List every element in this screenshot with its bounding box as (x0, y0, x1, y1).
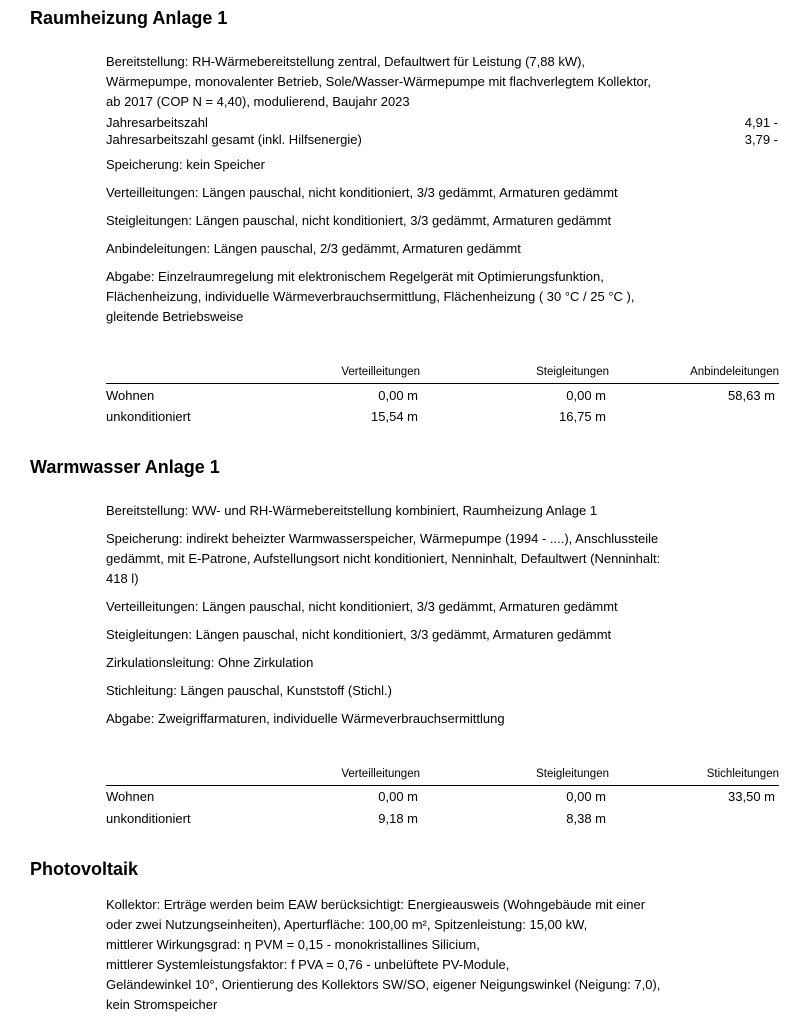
ww-speicherung-line-1: Speicherung: indirekt beheizter Warmwasserspeicher, Wärmepumpe (1994 - ....), Anschlussteile (106, 531, 659, 546)
table-cell: 0,00 m (378, 388, 418, 403)
pv-kollektor (106, 895, 660, 1015)
section-title-photovoltaik: Photovoltaik (30, 859, 139, 879)
table-row-label: unkonditioniert (106, 811, 191, 826)
ww-abgabe: Abgabe: Zweigriffarmaturen, individuelle Wärmeverbrauchsermittlung (106, 711, 505, 726)
table-header-divider (106, 785, 779, 786)
section-title-raumheizung: Raumheizung Anlage 1 (30, 8, 228, 28)
table-cell: 0,00 m (566, 789, 606, 804)
ww-bereitstellung: Bereitstellung: WW- und RH-Wärmebereitstellung kombiniert, Raumheizung Anlage 1 (106, 503, 598, 518)
ww-speicherung-line-3: 418 l) (106, 571, 139, 586)
section-title-warmwasser: Warmwasser Anlage 1 (30, 457, 220, 477)
rh-jaz-label: Jahresarbeitszahl (106, 115, 208, 130)
rh-bereitstellung (106, 52, 651, 112)
table-row-label: unkonditioniert (106, 409, 191, 424)
table-cell: 9,18 m (378, 811, 418, 826)
pv-kollektor-line-3: mittlerer Wirkungsgrad: η PVM = 0,15 - monokristallines Silicium, (106, 937, 480, 952)
pv-kollektor-line-4: mittlerer Systemleistungsfaktor: f PVA = 0,76 - unbelüftete PV-Module, (106, 957, 510, 972)
rh-bereitstellung-line-3: ab 2017 (COP N = 4,40), modulierend, Baujahr 2023 (106, 94, 410, 109)
rh-jaz-gesamt-value: 3,79 - (744, 132, 778, 147)
rh-jaz-gesamt-label: Jahresarbeitszahl gesamt (inkl. Hilfsenergie) (106, 132, 362, 147)
pv-kollektor-line-2: oder zwei Nutzungseinheiten), Aperturfläche: 100,00 m², Spitzenleistung: 15,00 kW, (106, 917, 588, 932)
table-header: Verteilleitungen (341, 366, 420, 378)
table-header: Anbindeleitungen (690, 366, 779, 378)
table-cell: 0,00 m (378, 789, 418, 804)
rh-anbindeleitungen: Anbindeleitungen: Längen pauschal, 2/3 gedämmt, Armaturen gedämmt (106, 241, 521, 256)
rh-verteilleitungen: Verteilleitungen: Längen pauschal, nicht konditioniert, 3/3 gedämmt, Armaturen gedämmt (106, 185, 618, 200)
rh-steigleitungen: Steigleitungen: Längen pauschal, nicht konditioniert, 3/3 gedämmt, Armaturen gedämmt (106, 213, 612, 228)
table-header: Steigleitungen (536, 768, 609, 780)
rh-bereitstellung-line-1: Bereitstellung: RH-Wärmebereitstellung zentral, Defaultwert für Leistung (7,88 kW), (106, 54, 586, 69)
rh-abgabe-line-2: Flächenheizung, individuelle Wärmeverbrauchsermittlung, Flächenheizung ( 30 °C / 25 °C ), (106, 289, 635, 304)
rh-abgabe-line-3: gleitende Betriebsweise (106, 309, 244, 324)
ww-stichleitung: Stichleitung: Längen pauschal, Kunststoff (Stichl.) (106, 683, 392, 698)
table-cell: 33,50 m (728, 789, 775, 804)
table-cell: 58,63 m (728, 388, 775, 403)
pv-kollektor-line-6: kein Stromspeicher (106, 997, 218, 1012)
pv-kollektor-line-1: Kollektor: Erträge werden beim EAW berücksichtigt: Energieausweis (Wohngebäude mit einer (106, 897, 646, 912)
rh-abgabe (106, 267, 635, 327)
table-cell: 16,75 m (559, 409, 606, 424)
table-cell: 8,38 m (566, 811, 606, 826)
ww-verteilleitungen: Verteilleitungen: Längen pauschal, nicht konditioniert, 3/3 gedämmt, Armaturen gedämmt (106, 599, 618, 614)
table-cell: 15,54 m (371, 409, 418, 424)
table-header-divider (106, 383, 779, 384)
ww-zirkulation: Zirkulationsleitung: Ohne Zirkulation (106, 655, 314, 670)
table-header: Stichleitungen (706, 768, 779, 780)
rh-abgabe-line-1: Abgabe: Einzelraumregelung mit elektronischem Regelgerät mit Optimierungsfunktion, (106, 269, 604, 284)
rh-speicherung: Speicherung: kein Speicher (106, 157, 265, 172)
table-row-label: Wohnen (106, 789, 155, 804)
ww-speicherung (106, 529, 660, 589)
table-header: Steigleitungen (536, 366, 609, 378)
pv-kollektor-line-5: Geländewinkel 10°, Orientierung des Kollektors SW/SO, eigener Neigungswinkel (Neigung: 7,0), (106, 977, 661, 992)
table-cell: 0,00 m (566, 388, 606, 403)
ww-speicherung-line-2: gedämmt, mit E-Patrone, Aufstellungsort nicht konditioniert, Nenninhalt, Defaultwert (Nenninhalt: (106, 551, 661, 566)
ww-steigleitungen: Steigleitungen: Längen pauschal, nicht konditioniert, 3/3 gedämmt, Armaturen gedämmt (106, 627, 612, 642)
table-row-label: Wohnen (106, 388, 155, 403)
rh-jaz-value: 4,91 - (744, 115, 778, 130)
table-header: Verteilleitungen (341, 768, 420, 780)
rh-bereitstellung-line-2: Wärmepumpe, monovalenter Betrieb, Sole/Wasser-Wärmepumpe mit flachverlegtem Kollektor, (106, 74, 652, 89)
